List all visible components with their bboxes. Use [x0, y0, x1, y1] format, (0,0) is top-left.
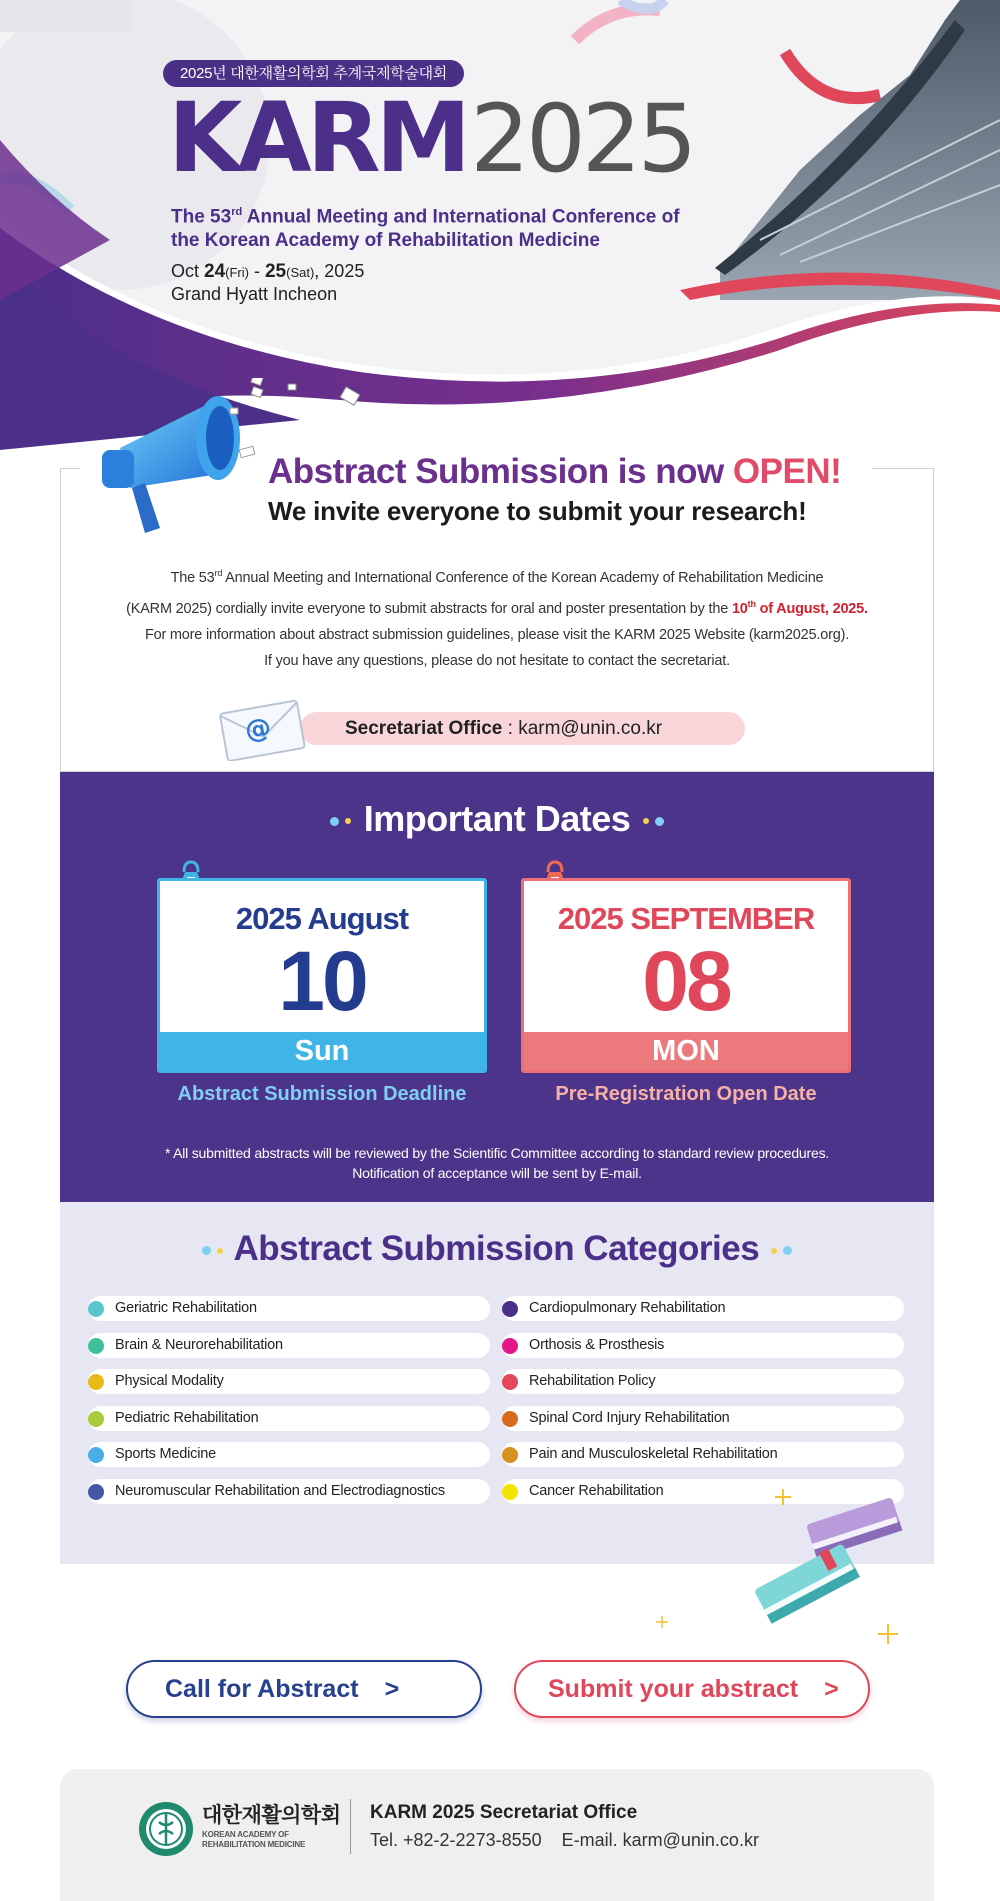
intro-line-2	[60, 591, 934, 622]
decor-dot	[643, 818, 649, 824]
category-label: Geriatric Rehabilitation	[115, 1300, 257, 1316]
submit-abstract-button[interactable]	[514, 1660, 870, 1718]
review-note-line1: * All submitted abstracts will be reviewed by the Scientific Committee according to standard review procedures.	[164, 1145, 830, 1161]
category-label: Sports Medicine	[115, 1446, 216, 1462]
submit-abstract-label: Submit your abstract	[548, 1675, 799, 1703]
secretariat-email-link[interactable]: karm@unin.co.kr	[518, 718, 663, 739]
categories-title	[60, 1225, 934, 1273]
flying-papers-icon	[246, 382, 366, 412]
p1-sup: rd	[214, 568, 223, 578]
secretariat-sep: :	[502, 718, 519, 739]
intro-line-3: For more information about abstract submission guidelines, please visit the KARM 2025 Website (karm2025.org).	[144, 626, 850, 643]
deadline-date-card	[157, 878, 487, 1073]
date-dow1: (Fri)	[225, 265, 249, 280]
category-item	[502, 1333, 904, 1358]
preregistration-month: 2025 SEPTEMBER	[557, 901, 815, 936]
footer-divider	[350, 1799, 351, 1854]
event-full-title	[171, 200, 680, 253]
title-pre: The 53	[171, 206, 232, 228]
category-item	[502, 1442, 904, 1467]
category-label: Cardiopulmonary Rehabilitation	[529, 1300, 726, 1316]
categories-title-text: Abstract Submission Categories	[233, 1229, 760, 1268]
headline-open: OPEN!	[732, 452, 842, 491]
preregistration-caption: Pre-Registration Open Date	[555, 1083, 817, 1105]
deadline-highlight	[731, 598, 868, 617]
date-day2: 25	[264, 261, 287, 282]
deadline-post: of August, 2025.	[755, 600, 868, 617]
date-day1: 24	[204, 261, 226, 282]
intro-line-1	[60, 560, 934, 591]
call-for-abstract-label: Call for Abstract	[165, 1675, 359, 1703]
title-post: Annual Meeting and International Conference of	[242, 206, 680, 228]
p1-post: Annual Meeting and International Conference of the Korean Academy of Rehabilitation Medicine	[222, 569, 824, 586]
date-year: , 2025	[314, 261, 365, 281]
date-sep: -	[248, 261, 265, 281]
deadline-num: 10	[731, 600, 748, 617]
category-label: Pain and Musculoskeletal Rehabilitation	[529, 1446, 778, 1462]
important-dates-title	[60, 795, 934, 843]
category-dot-icon	[502, 1338, 518, 1354]
category-item	[88, 1369, 490, 1394]
chevron-right-icon: >	[824, 1675, 839, 1703]
category-dot-icon	[502, 1301, 518, 1317]
preregistration-date-card	[521, 878, 851, 1073]
academy-emblem-icon	[137, 1800, 195, 1858]
category-item	[88, 1406, 490, 1431]
invite-subheadline: We invite everyone to submit your research!	[268, 496, 807, 526]
intro-border-left	[60, 468, 80, 469]
decor-dot	[202, 1246, 211, 1255]
title-line2: the Korean Academy of Rehabilitation Medicine	[171, 230, 600, 252]
deadline-caption: Abstract Submission Deadline	[177, 1083, 467, 1105]
date-month: Oct	[171, 261, 205, 281]
category-label: Cancer Rehabilitation	[529, 1482, 664, 1499]
intro-line-4: If you have any questions, please do not hesitate to contact the secretariat.	[264, 652, 730, 669]
dates-title-text: Important Dates	[363, 798, 631, 839]
category-item	[88, 1296, 490, 1321]
headline-pre: Abstract Submission is now	[268, 452, 733, 491]
preregistration-day: 08	[642, 934, 730, 1028]
category-item	[88, 1333, 490, 1358]
call-for-abstract-button[interactable]	[126, 1660, 482, 1718]
p2-pre: (KARM 2025) cordially invite everyone to submit abstracts for oral and poster presentation by the	[126, 600, 732, 617]
category-dot-icon	[88, 1338, 104, 1354]
category-label: Orthosis & Prosthesis	[529, 1336, 665, 1353]
preregistration-weekday: MON	[524, 1032, 848, 1070]
karm2025-logo	[168, 82, 694, 194]
decor-dot	[330, 817, 339, 826]
svg-text:@: @	[242, 712, 274, 747]
deadline-month: 2025 August	[235, 901, 409, 936]
category-label: Physical Modality	[115, 1373, 224, 1389]
p1-pre: The 53	[170, 569, 215, 586]
category-item	[88, 1479, 490, 1504]
submission-open-headline	[268, 450, 841, 494]
intro-border-right	[872, 468, 934, 469]
date-dow2: (Sat)	[286, 265, 315, 280]
sparkle-icon	[650, 1610, 910, 1650]
category-item	[502, 1369, 904, 1394]
footer-email[interactable]: E-mail. karm@unin.co.kr	[561, 1830, 759, 1850]
category-label: Spinal Cord Injury Rehabilitation	[529, 1409, 730, 1426]
title-sup: rd	[231, 206, 243, 218]
email-envelope-icon	[215, 697, 307, 761]
category-dot-icon	[502, 1447, 518, 1463]
deadline-weekday: Sun	[160, 1032, 484, 1070]
category-dot-icon	[88, 1411, 104, 1427]
category-label: Brain & Neurorehabilitation	[115, 1336, 283, 1353]
decor-dot	[655, 817, 664, 826]
event-venue: Grand Hyatt Incheon	[171, 284, 338, 304]
deadline-day: 10	[278, 934, 366, 1028]
academy-name-korean: 대한재활의학회	[202, 1804, 341, 1827]
secretariat-office-title: KARM 2025 Secretariat Office	[370, 1802, 638, 1823]
korean-event-badge: 2025년 대한재활의학회 추계국제학술대회	[163, 60, 464, 87]
decor-dot	[345, 818, 351, 824]
category-dot-icon	[502, 1484, 518, 1500]
event-date	[171, 260, 364, 284]
review-note-line2: Notification of acceptance will be sent by E-mail.	[352, 1165, 642, 1181]
books-icon	[735, 1485, 915, 1625]
review-note	[60, 1143, 934, 1183]
logo-year-text: 2025	[470, 85, 694, 194]
intro-paragraph	[60, 560, 934, 674]
category-dot-icon	[88, 1484, 104, 1500]
category-item	[88, 1442, 490, 1467]
category-dot-icon	[88, 1301, 104, 1317]
decor-dot	[783, 1246, 792, 1255]
academy-name-english: KOREAN ACADEMY OF REHABILITATION MEDICINE	[202, 1830, 306, 1849]
category-dot-icon	[88, 1447, 104, 1463]
category-dot-icon	[88, 1374, 104, 1390]
logo-karm-text: KARM	[168, 82, 467, 194]
category-dot-icon	[502, 1374, 518, 1390]
category-label: Pediatric Rehabilitation	[115, 1409, 259, 1426]
secretariat-label: Secretariat Office	[345, 718, 503, 739]
category-dot-icon	[502, 1411, 518, 1427]
category-label: Neuromuscular Rehabilitation and Electrodiagnostics	[115, 1482, 445, 1499]
category-item	[502, 1296, 904, 1321]
decor-dot	[217, 1248, 223, 1254]
footer-phone[interactable]: Tel. +82-2-2273-8550	[370, 1830, 542, 1850]
category-label: Rehabilitation Policy	[529, 1373, 656, 1389]
footer-contact	[370, 1827, 759, 1853]
decor-dot	[771, 1248, 777, 1254]
secretariat-contact	[345, 712, 662, 745]
category-item	[502, 1406, 904, 1431]
chevron-right-icon: >	[384, 1675, 400, 1703]
deadline-sup: th	[747, 598, 756, 609]
